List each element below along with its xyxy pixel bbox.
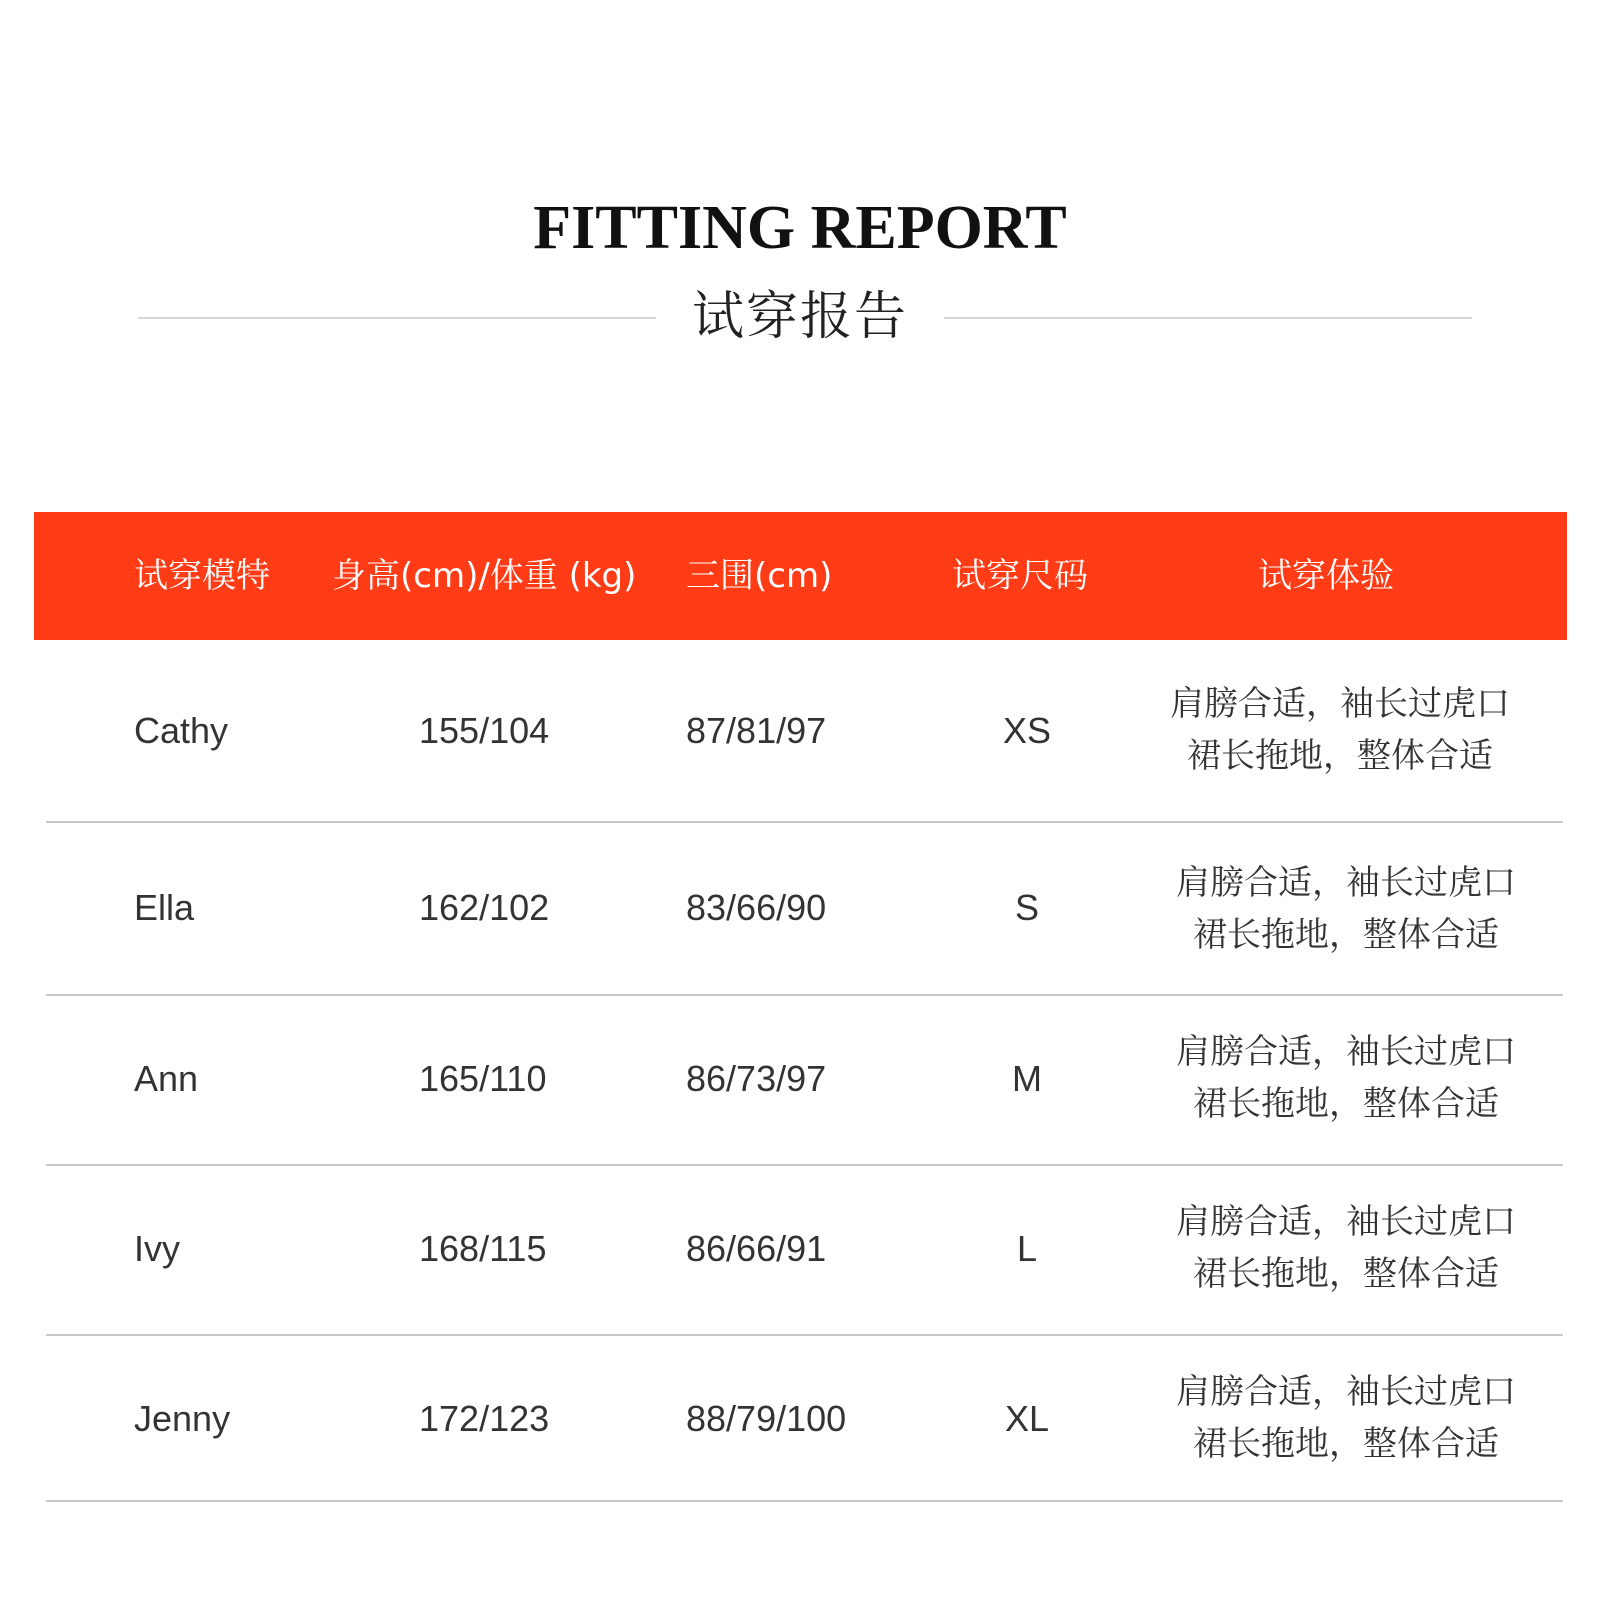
cell-size: L xyxy=(1016,1228,1038,1269)
page-title-chinese: 试穿报告 xyxy=(691,287,908,347)
cell-size: S xyxy=(1014,887,1039,928)
experience-line-2: 裙长拖地，整体合适 xyxy=(1193,1084,1499,1124)
table-header xyxy=(34,512,1567,640)
header-model: 试穿模特 xyxy=(134,556,270,596)
cell-height-weight: 172/123 xyxy=(419,1398,550,1439)
cell-experience xyxy=(1156,1026,1536,1130)
cell-model: Cathy xyxy=(134,710,229,751)
header-measurements: 三围(cm) xyxy=(686,556,833,596)
subtitle-rule-right xyxy=(944,317,1472,319)
experience-line-2: 裙长拖地，整体合适 xyxy=(1193,915,1499,955)
cell-measurements: 86/66/91 xyxy=(686,1228,827,1269)
experience-line-2: 裙长拖地，整体合适 xyxy=(1193,1254,1499,1294)
table-row xyxy=(0,640,1600,822)
cell-height-weight: 155/104 xyxy=(419,710,550,751)
table-row xyxy=(0,996,1600,1164)
cell-size: XS xyxy=(1002,710,1052,751)
cell-measurements: 86/73/97 xyxy=(686,1058,827,1099)
experience-line-1: 肩膀合适，袖长过虎口 xyxy=(1176,1032,1516,1072)
cell-height-weight: 168/115 xyxy=(419,1228,547,1269)
table-row xyxy=(0,1336,1600,1502)
cell-model: Ivy xyxy=(134,1228,181,1269)
experience-line-1: 肩膀合适，袖长过虎口 xyxy=(1176,1202,1516,1242)
page-title-english: FITTING REPORT xyxy=(533,194,1067,262)
cell-model: Ella xyxy=(134,887,195,928)
cell-measurements: 88/79/100 xyxy=(686,1398,847,1439)
header-size: 试穿尺码 xyxy=(952,556,1088,596)
cell-experience xyxy=(1156,1196,1536,1300)
header-height-weight: 身高(cm)/体重 (kg) xyxy=(332,556,637,596)
cell-experience xyxy=(1150,678,1530,782)
experience-line-1: 肩膀合适，袖长过虎口 xyxy=(1176,863,1516,903)
cell-measurements: 83/66/90 xyxy=(686,887,827,928)
page-subtitle-row xyxy=(0,280,1600,354)
experience-line-2: 裙长拖地，整体合适 xyxy=(1187,736,1493,776)
cell-height-weight: 162/102 xyxy=(419,887,550,928)
table-row xyxy=(0,823,1600,994)
subtitle-rule-left xyxy=(138,317,656,319)
cell-size: M xyxy=(1012,1058,1042,1099)
experience-line-1: 肩膀合适，袖长过虎口 xyxy=(1170,684,1510,724)
cell-height-weight: 165/110 xyxy=(419,1058,547,1099)
table-row xyxy=(0,1166,1600,1334)
cell-experience xyxy=(1156,857,1536,961)
experience-line-1: 肩膀合适，袖长过虎口 xyxy=(1176,1372,1516,1412)
cell-measurements: 87/81/97 xyxy=(686,710,827,751)
row-divider xyxy=(46,1500,1563,1502)
experience-line-2: 裙长拖地，整体合适 xyxy=(1193,1424,1499,1464)
cell-size: XL xyxy=(1004,1398,1050,1439)
header-experience: 试穿体验 xyxy=(1258,556,1394,596)
cell-model: Jenny xyxy=(134,1398,231,1439)
cell-model: Ann xyxy=(134,1058,199,1099)
cell-experience xyxy=(1156,1366,1536,1470)
